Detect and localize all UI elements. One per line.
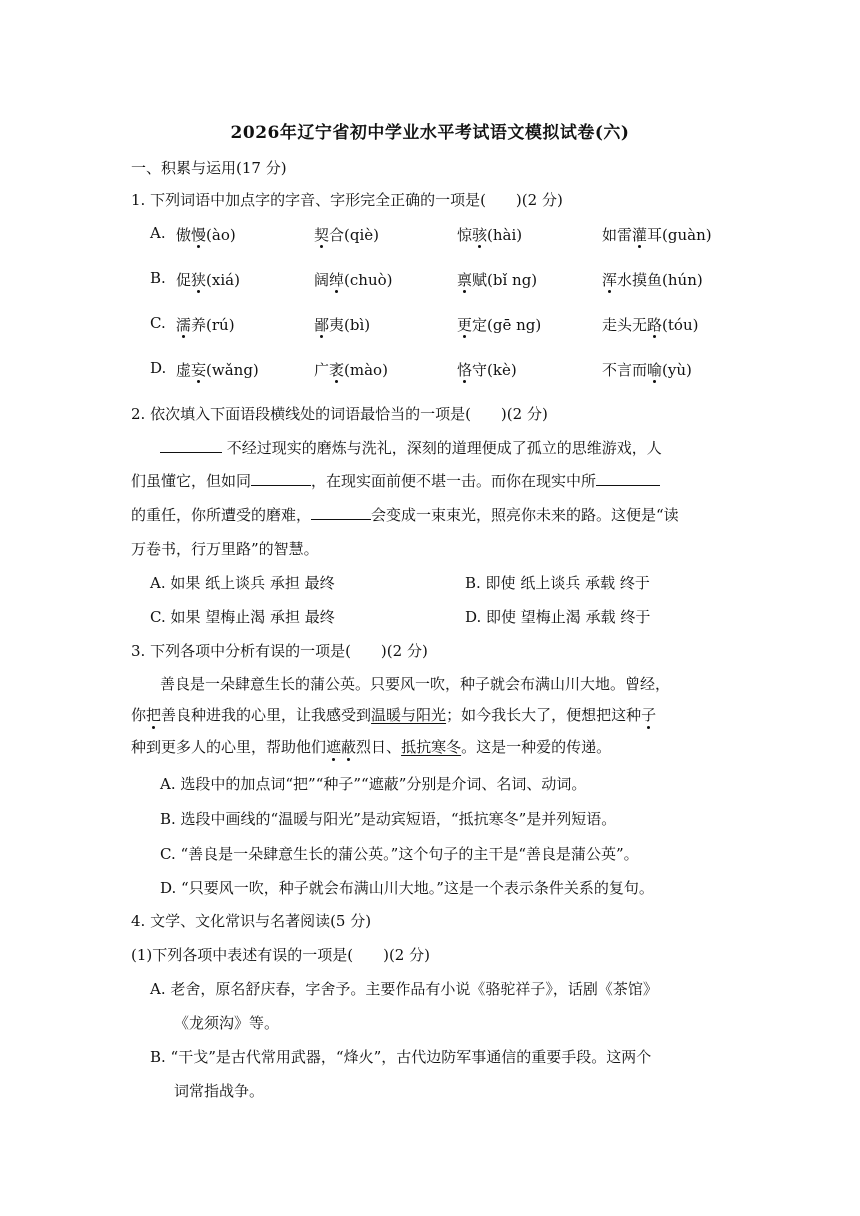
question-4-option-a-line-2: 《龙须沟》等。 [174,1014,280,1032]
word-text: (mào) [344,361,388,379]
question-2-option-b: B. 即使 纸上谈兵 承载 终于 [465,574,650,592]
passage-text: 烈日、 [356,738,402,756]
question-3-option-d: D. “只要风一吹，种子就会布满山川大地。”这是一个表示条件关系的复句。 [160,879,654,897]
question-1-word [176,314,235,335]
word-text: 水摸鱼(hún) [617,271,703,289]
word-text: (xiá) [206,271,240,289]
word-text: 走头无 [602,316,648,334]
question-2-option-c: C. 如果 望梅止渴 承担 最终 [150,608,335,626]
word-text: 傲 [176,226,192,244]
page-title: 2026年辽宁省初中学业水平考试语文模拟试卷(六) [230,123,630,143]
question-1-word [176,269,240,290]
question-3-stem: 3. 下列各项中分析有误的一项是( )(2 分) [131,642,428,660]
question-1-option-label: B. [150,269,166,287]
question-4-stem: 4. 文学、文化常识与名著阅读(5 分) [131,912,372,930]
passage-text: 不经过现实的磨炼与洗礼，深刻的道理便成了孤立的思维游戏，人 [226,439,662,457]
question-1-word [457,314,541,335]
question-1-word [602,224,712,245]
dotted-char: 遮 [326,738,342,756]
dotted-char: 恪 [457,361,473,379]
dotted-char: 蔽 [341,738,357,756]
dotted-char: 更 [457,316,473,334]
question-3-option-a: A. 选段中的加点词“把”“种子”“遮蔽”分别是介词、名词、动词。 [160,775,587,793]
word-text: 不言而 [602,361,648,379]
question-4-sub-1-stem: (1)下列各项中表述有误的一项是( )(2 分) [131,946,430,964]
passage-text: ，在现实面前便不堪一击。而你在现实中所 [311,472,597,490]
word-text: 如雷 [602,226,633,244]
passage-text: 你 [131,706,147,724]
dotted-char: 慢 [191,226,207,244]
question-2-passage-line-2 [131,470,660,492]
dotted-char: 浑 [602,271,618,289]
word-text: (hài) [487,226,523,244]
question-3-option-c: C. “善良是一朵肆意生长的蒲公英。”这个句子的主干是“善良是蒲公英”。 [160,845,639,863]
question-2-passage-line-3 [131,504,679,526]
passage-text: 。这是一种爱的传递。 [461,738,612,756]
question-1-word [314,269,393,290]
question-1-word [602,314,698,335]
word-text: 合(qiè) [329,226,379,244]
question-1-word [602,359,692,380]
underlined-phrase: 抵抗寒冬 [401,738,462,756]
passage-text: 的重任，你所遭受的磨难， [131,506,312,524]
question-1-option-label: C. [150,314,166,332]
word-text: (chuò) [344,271,393,289]
dotted-char: 禀 [457,271,473,289]
dotted-char: 把 [146,706,162,724]
passage-text: 善良种进我的心里，让我感受到 [161,706,372,724]
dotted-char: 袤 [329,361,345,379]
question-2-stem: 2. 依次填入下面语段横线处的词语最恰当的一项是( )(2 分) [131,405,548,423]
dotted-char: 妄 [191,361,207,379]
question-3-passage-line-3 [131,736,611,758]
question-3-option-b: B. 选段中画线的“温暖与阳光”是动宾短语，“抵抗寒冬”是并列短语。 [160,810,617,828]
word-text: (tóu) [662,316,699,334]
word-text: 耳(guàn) [647,226,712,244]
dotted-char: 鄙 [314,316,330,334]
question-1-word [176,224,236,245]
dotted-char: 绰 [329,271,345,289]
dotted-char: 骇 [472,226,488,244]
question-1-word [314,314,370,335]
section-heading: 一、积累与运用(17 分) [131,159,287,177]
question-4-option-b-line-2: 词常指战争。 [174,1082,265,1100]
question-1-option-label: D. [150,359,167,377]
passage-text: 种到更多人的心里，帮助他们 [131,738,327,756]
passage-text: 们虽懂它，但如同 [131,472,252,490]
word-text: (ào) [206,226,236,244]
word-text: 赋(bǐ ng) [472,271,538,289]
word-text: 虚 [176,361,192,379]
question-2-passage-line-4: 万卷书，行万里路”的智慧。 [131,540,319,558]
question-1-word [457,359,517,380]
dotted-char: 灌 [632,226,648,244]
dotted-char: 契 [314,226,330,244]
question-1-word [314,359,388,380]
word-text: 守(kè) [472,361,517,379]
question-3-passage-line-1: 善良是一朵肆意生长的蒲公英。只要风一吹，种子就会布满山川大地。曾经， [160,675,671,693]
fill-blank-3 [596,471,660,486]
word-text: 促 [176,271,192,289]
word-text: (yù) [662,361,692,379]
question-1-stem: 1. 下列词语中加点字的字音、字形完全正确的一项是( )(2 分) [131,191,563,209]
question-4-option-a-line-1: A. 老舍，原名舒庆春，字舍予。主要作品有小说《骆驼祥子》，话剧《茶馆》 [150,980,658,998]
word-text: (wǎng) [206,361,259,379]
dotted-char: 狭 [191,271,207,289]
word-text: 养(rú) [191,316,235,334]
question-1-word [457,269,537,290]
underlined-phrase: 温暖与阳光 [371,706,447,724]
fill-blank-4 [311,505,371,520]
dotted-char: 子 [641,706,657,724]
question-1-word [457,224,522,245]
dotted-char: 喻 [647,361,663,379]
question-2-option-d: D. 即使 望梅止渴 承载 终于 [465,608,651,626]
dotted-char: 濡 [176,316,192,334]
question-3-passage-line-2 [131,704,656,726]
question-1-word [176,359,259,380]
dotted-char: 路 [647,316,663,334]
question-2-option-a: A. 如果 纸上谈兵 承担 最终 [150,574,335,592]
question-4-option-b-line-1: B. “干戈”是古代常用武器，“烽火”，古代边防军事通信的重要手段。这两个 [150,1048,652,1066]
question-1-word [602,269,703,290]
fill-blank-2 [251,471,311,486]
passage-text: 会变成一束束光，照亮你未来的路。这便是“读 [371,506,679,524]
word-text: 广 [314,361,330,379]
question-1-word [314,224,379,245]
word-text: 阔 [314,271,330,289]
word-text: 惊 [457,226,473,244]
passage-text: ；如今我长大了，便想把这种 [446,706,642,724]
word-text: 夷(bì) [329,316,371,334]
question-2-passage-line-1 [160,437,662,459]
question-1-option-label: A. [150,224,166,242]
fill-blank-1 [160,438,222,453]
word-text: 定(gē ng) [472,316,542,334]
